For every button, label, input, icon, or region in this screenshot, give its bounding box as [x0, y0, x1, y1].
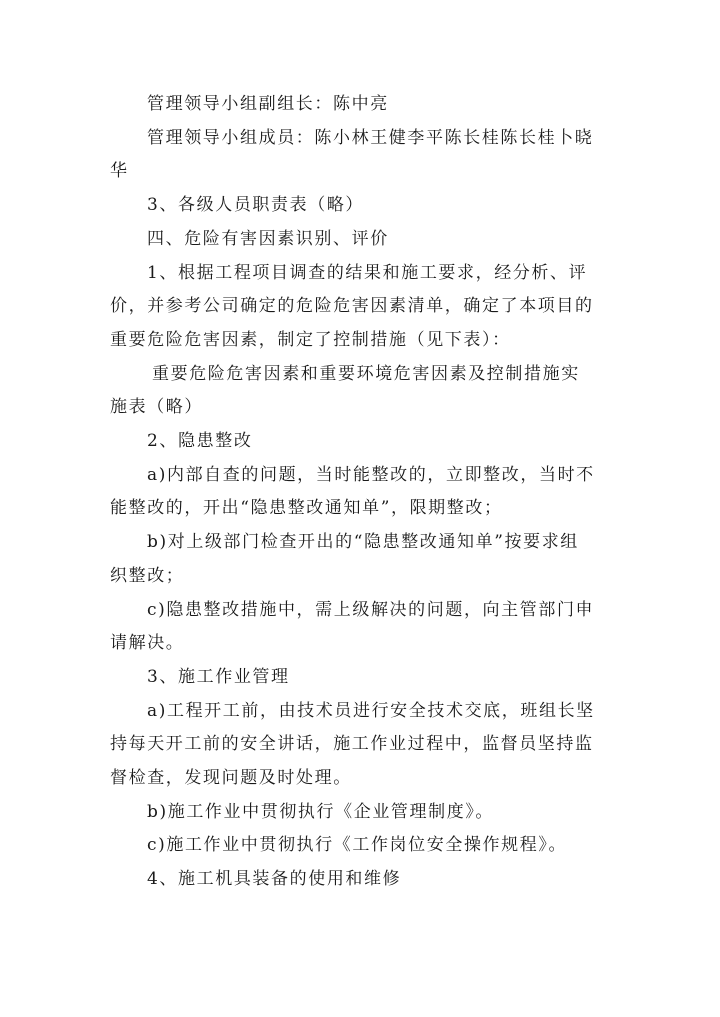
- line-rect-c-cont: 请解决。: [110, 633, 185, 654]
- line-hazard-table-cont: 施表（略）: [110, 397, 203, 418]
- subheading-operation: 3、施工作业管理: [147, 666, 290, 687]
- line-hazard-1: 1、根据工程项目调查的结果和施工要求，经分析、评: [147, 262, 588, 283]
- line-duty-table: 3、各级人员职责表（略）: [147, 195, 365, 216]
- line-op-c: c)施工作业中贯彻执行《工作岗位安全操作规程》。: [147, 835, 568, 856]
- subheading-equipment: 4、施工机具装备的使用和维修: [147, 869, 402, 890]
- line-rect-c: c)隐患整改措施中，需上级解决的问题，向主管部门申: [147, 599, 595, 620]
- subheading-rectification: 2、隐患整改: [147, 431, 253, 452]
- line-hazard-1-cont: 价，并参考公司确定的危险危害因素清单，确定了本项目的: [110, 296, 594, 317]
- line-hazard-1-cont2: 重要危险危害因素，制定了控制措施（见下表）：: [110, 329, 511, 350]
- line-op-a-cont: 持每天开工前的安全讲话，施工作业过程中，监督员坚持监: [110, 734, 594, 755]
- line-members: 管理领导小组成员：陈小林王健李平陈长桂陈长桂卜晓: [147, 127, 594, 148]
- line-rect-a: a)内部自查的问题，当时能整改的，立即整改，当时不: [147, 464, 595, 485]
- line-rect-b: b)对上级部门检查开出的“隐患整改通知单”按要求组: [147, 532, 579, 553]
- line-op-a: a)工程开工前，由技术员进行安全技术交底，班组长坚: [147, 700, 595, 721]
- line-rect-a-cont: 能整改的，开出“隐患整改通知单”，限期整改；: [110, 498, 503, 519]
- line-vice-leader: 管理领导小组副组长：陈中亮: [147, 94, 389, 114]
- line-members-cont: 华: [110, 161, 129, 182]
- document-page: [110, 88, 610, 897]
- line-rect-b-cont: 织整改；: [110, 565, 185, 586]
- line-hazard-table: 重要危险危害因素和重要环境危害因素及控制措施实: [152, 363, 580, 384]
- section-heading-hazard: 四、危险有害因素识别、评价: [147, 228, 389, 249]
- line-op-b: b)施工作业中贯彻执行《企业管理制度》。: [147, 801, 495, 822]
- line-op-a-cont2: 督检查，发现问题及时处理。: [110, 768, 352, 789]
